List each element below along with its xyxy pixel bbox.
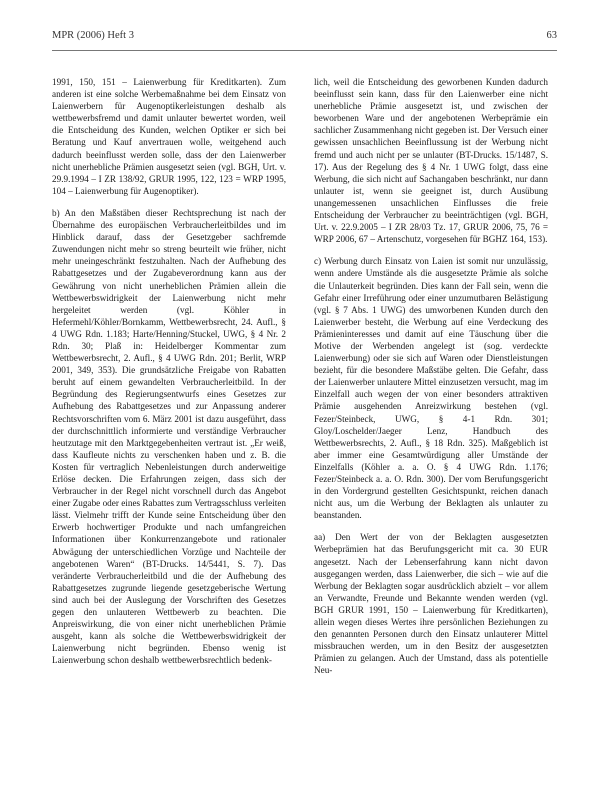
paragraph: 1991, 150, 151 – Laienwerbung für Kreditkarten). Zum anderen ist eine solche Werbemaßnahme bei dem Einsatz von Laienwerbern für Augenoptikerleistungen deshalb als wettbewerbsfremd und damit unlauter bewertet worden, weil die Entscheidung des Kunden, welchen Optiker er sich bei Beratung und Kauf anvertrauen wolle, weitgehend auch dadurch beeinflusst werden solle, dass der den Laienwerber nicht unerhebliche Prämien ausgesetzt seien (vgl. BGH, Urt. v. 29.9.1994 – I ZR 138/92, GRUR 1995, 122, 123 = WRP 1995, 104 – Laienwerbung für Augenoptiker). bbox=[52, 77, 286, 196]
journal-citation: MPR (2006) Heft 3 bbox=[52, 30, 134, 41]
running-header bbox=[52, 30, 557, 48]
paragraph: aa) Den Wert der von der Beklagten ausgesetzten Werbeprämien hat das Berufungsgericht mit ca. 30 EUR angesetzt. Nach der Lebenserfahrung kann nicht davon ausgegangen werden, dass Laienwerber, die sich – wie auf die Werbung der Beklagten sogar ausdrücklich abzielt – vor allem an Verwandte, Freunde und Bekannte wenden werden (vgl. BGH GRUR 1991, 150 – Laienwerbung für Kreditkarten), allein wegen dieses Wertes ihre persönlichen Beziehungen zu den genannten Personen durch den Einsatz unlauterer Mittel missbrauchen werden, um in den Besitz der ausgesetzten Prämien zu gelangen. Auch der Umstand, dass als potentielle Neu- bbox=[314, 532, 548, 676]
left-column bbox=[52, 76, 286, 776]
paragraph: lich, weil die Entscheidung des geworbenen Kunden dadurch beeinflusst sein kann, dass für den Laienwerber eine nicht unerhebliche Prämie ausgesetzt ist, und zwischen der beworbenen Ware und der angebotenen Werbeprämie ein sachlicher Zusammenhang nicht gegeben ist. Der Versuch einer gewissen unsachlichen Beeinflussung ist der Werbung nicht fremd und auch nicht per se unlauter (BT-Drucks. 15/1487, S. 17). Aus der Regelung des § 4 Nr. 1 UWG folgt, dass eine Werbung, die sich nicht auf Sachangaben beschränkt, nur dann unlauter ist, wenn sie geeignet ist, durch Ausübung unangemessenen unsachlichen Einflusses die freie Entscheidung der Verbraucher zu beeinträchtigen (vgl. BGH, Urt. v. 22.9.2005 – I ZR 28/03 Tz. 17, GRUR 2006, 75, 76 = WRP 2006, 67 – Artenschutz, vorgesehen für BGHZ 164, 153). bbox=[314, 77, 548, 245]
header-divider bbox=[52, 50, 557, 51]
page-number: 63 bbox=[546, 30, 557, 41]
paragraph: b) An den Maßstäben dieser Rechtsprechung ist nach der Übernahme des europäischen Verbraucherleitbildes und im Hinblick darauf, dass der Gesetzgeber sachfremde Zuwendungen nicht mehr so streng beurteilt wie früher, nicht mehr uneingeschränkt festzuhalten. Nach der Aufhebung des Rabattgesetzes und der Zugabeverordnung kann aus der Gewährung von nicht unerheblichen Prämien allein die Wettbewerbswidrigkeit der Laienwerbung nicht mehr hergeleitet werden (vgl. Köhler in Hefermehl/Köhler/Bornkamm, Wettbewerbsrecht, 24. Aufl., § 4 UWG Rdn. 1.183; Harte/Henning/Stuckel, UWG, § 4 Nr. 2 Rdn. 30; Plaß in: Heidelberger Kommentar zum Wettbewerbsrecht, 2. Aufl., § 4 UWG Rdn. 201; Berlit, WRP 2001, 349, 353). Die grundsätzliche Freigabe von Rabatten beruht auf einem gewandelten Verbraucherleitbild. In der Begründung des Regierungsentwurfs eines Gesetzes zur Aufhebung des Rabattgesetzes und zur Anpassung anderer Rechtsvorschriften vom 6. März 2001 ist dazu ausgeführt, dass der durchschnittlich informierte und verständige Verbraucher heutzutage mit den Marktgegebenheiten vertraut ist. „Er weiß, dass Kaufleute nichts zu verschenken haben und z. B. die Kosten für vertraglich Nebenleistungen durch anderweitige Erlöse decken. Die Erfahrungen zeigen, dass sich der Verbraucher in der Regel nicht vorschnell durch das Angebot einer Zugabe oder eines Rabattes zum Vertragsschluss verleiten lässt. Vielmehr trifft der Kunde seine Entscheidung über den Erwerb hochwertiger Produkte und nach umfangreichen Informationen über Konkurrenzangebote und rationaler Abwägung der unterschiedlichen Vorzüge und Nachteile der angebotenen Waren“ (BT-Drucks. 14/5441, S. 7). Das veränderte Verbraucherleitbild und die der Aufhebung des Rabattgesetzes zugrunde liegende gesetzgeberische Wertung sind auch bei der Auslegung der Vorschriften des Gesetzes gegen den unlauteren Wettbewerb zu beachten. Die Anpreiswirkung, die von einer nicht unerheblichen Prämie ausgeht, kann als solche die Wettbewerbswidrigkeit der Laienwerbung nicht begründen. Ebenso wenig ist Laienwerbung schon deshalb wettbewerbsrechtlich bedenk- bbox=[52, 207, 286, 666]
right-column bbox=[314, 76, 548, 776]
paragraph: c) Werbung durch Einsatz von Laien ist somit nur unzulässig, wenn andere Umstände als die ausgesetzte Prämie als solche die Unlauterkeit begründen. Dies kann der Fall sein, wenn die Gefahr einer Irreführung oder einer unzumutbaren Belästigung (vgl. § 7 Abs. 1 UWG) des umworbenen Kunden durch den Laienwerber besteht, die Werbung auf eine Verdeckung des Prämieninteresses und damit auf eine Täuschung über die Motive der Werbenden angelegt ist (sog. verdeckte Laienwerbung) oder sie sich auf Waren oder Dienstleistungen bezieht, für die besondere Maßstäbe gelten. Die Gefahr, dass der Laienwerber unlautere Mittel einzusetzen versucht, mag im Einzelfall auch wegen der von einer besonders attraktiven Prämie ausgehenden Anreizwirkung bestehen (vgl. Fezer/Steinbeck, UWG, § 4-1 Rdn. 301; Gloy/Loschelder/Jaeger Lenz, Handbuch des Wettbewerbsrechts, 2. Aufl., § 18 Rdn. 325). Maßgeblich ist aber immer eine Gesamtwürdigung aller Umstände der Einzelfalls (Köhler a. a. O. § 4 UWG Rdn. 1.176; Fezer/Steinbeck a. a. O. Rdn. 300). Der vom Berufungsgericht in den Vordergrund gestellten Gesichtspunkt, reichen danach nicht aus, um die Werbung der Beklagten als unlauter zu beanstanden. bbox=[314, 256, 548, 521]
